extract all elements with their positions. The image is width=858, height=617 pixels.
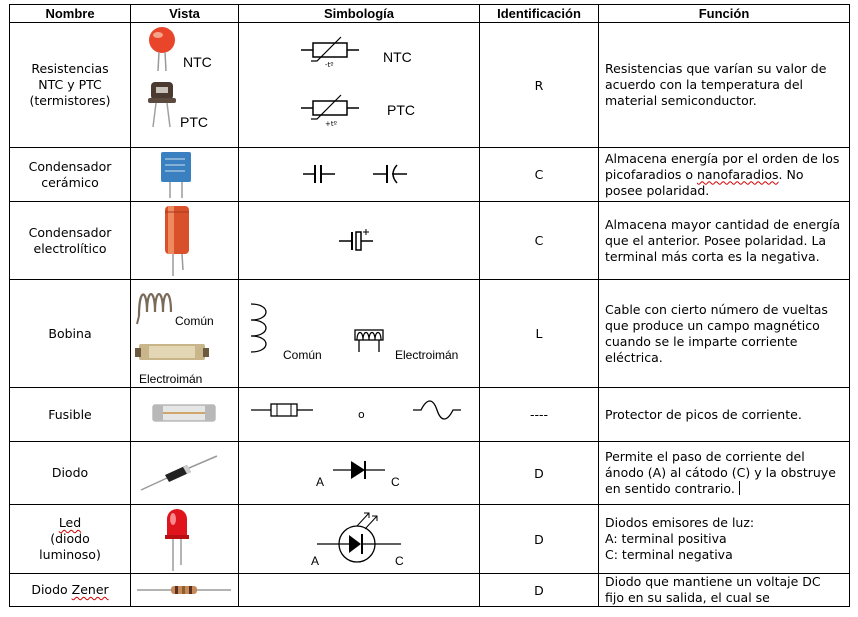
function-cell xyxy=(599,148,850,202)
electromagnet-symbol xyxy=(353,326,389,356)
coil-symbol xyxy=(247,300,287,364)
vista-cell xyxy=(131,505,239,574)
vista-label-electroiman: Electroimán xyxy=(139,372,203,386)
ptc-thermistor-image xyxy=(148,82,176,127)
name-cell xyxy=(10,148,131,202)
symbol-label-cathode: C xyxy=(395,554,404,568)
symbol-label-ptc: PTC xyxy=(387,102,415,118)
symbol-label-cathode: C xyxy=(391,475,400,489)
symbol-label-anode: A xyxy=(316,475,325,489)
header-row xyxy=(10,5,850,23)
name-cell xyxy=(10,388,131,442)
fuse-symbol-wave xyxy=(413,401,461,419)
function-cell: Cable con cierto número de vueltas que produce un campo magnético cuando se le imparte corriente eléctrica. xyxy=(599,280,850,388)
vista-cell xyxy=(131,148,239,202)
row-bobina xyxy=(10,280,850,388)
vista-cell xyxy=(131,388,239,442)
ident-cell: D xyxy=(480,505,599,574)
ntc-thermistor-image xyxy=(149,27,175,71)
ident-cell: D xyxy=(480,574,599,607)
electromagnet-image xyxy=(135,344,209,360)
vista-cell xyxy=(131,202,239,280)
led-photo xyxy=(163,507,191,573)
name-cell xyxy=(10,202,131,280)
components-table xyxy=(9,4,850,607)
header-identificacion: Identificación xyxy=(480,5,599,23)
symbol-label-anode: A xyxy=(311,554,320,568)
text-cursor xyxy=(739,481,741,495)
coil-image xyxy=(137,294,171,324)
fuse-photo xyxy=(151,402,217,424)
electrolytic-capacitor-photo xyxy=(161,204,195,278)
symbol-cell xyxy=(239,574,480,607)
row-termistores xyxy=(10,23,850,148)
name-line: (diodo xyxy=(50,531,90,546)
row-condensador-electrolitico xyxy=(10,202,850,280)
name-cell xyxy=(10,23,131,148)
name-line: luminoso) xyxy=(39,547,101,562)
function-text: . No posee polaridad. xyxy=(605,166,804,198)
row-diodo-zener xyxy=(10,574,850,607)
symbol-label-or: o xyxy=(358,408,365,421)
name-line: cerámico xyxy=(41,174,99,190)
name-text: Diodo xyxy=(31,582,72,597)
function-cell: Diodo que mantiene un voltaje DC fijo en su salida, el cual se xyxy=(599,574,850,607)
fuse-symbol-box xyxy=(251,404,313,416)
capacitor-symbol-straight xyxy=(303,165,335,183)
function-cell: Resistencias que varían su valor de acuerdo con la temperatura del material semiconductor. xyxy=(599,23,850,148)
capacitor-symbol-curved xyxy=(373,165,407,183)
name-line: Condensador xyxy=(28,158,112,174)
function-text-spellcheck: nanofaradios xyxy=(696,166,779,182)
vista-label-ntc: NTC xyxy=(183,54,212,70)
name-line: NTC y PTC xyxy=(38,77,102,92)
function-text: Permite el paso de corriente del ánodo (A) al cátodo (C) y la obstruye en sentido contrario. xyxy=(605,449,836,496)
ptc-symbol xyxy=(301,95,359,119)
header-nombre: Nombre xyxy=(10,5,131,23)
function-line: A: terminal positiva xyxy=(605,531,727,546)
vista-label-comun: Común xyxy=(175,314,214,328)
electrolytic-capacitor-symbol xyxy=(339,228,379,254)
row-fusible xyxy=(10,388,850,442)
function-line: Diodos emisores de luz: xyxy=(605,515,755,530)
function-cell: Protector de picos de corriente. xyxy=(599,388,850,442)
function-cell xyxy=(599,505,850,574)
zener-diode-photo xyxy=(137,584,231,596)
ident-cell: R xyxy=(480,23,599,148)
symbol-cell xyxy=(239,442,480,505)
name-cell xyxy=(10,574,131,607)
ceramic-capacitor-photo xyxy=(159,150,195,200)
function-text: Almacena energía por el orden de los picofaradios o xyxy=(605,150,840,182)
name-cell xyxy=(10,280,131,388)
name-line: Resistencias xyxy=(31,61,109,76)
symbol-cell xyxy=(239,202,480,280)
ptc-temperature-mark: +tº xyxy=(325,120,337,128)
name-line: electrolítico xyxy=(33,240,107,256)
symbol-cell xyxy=(239,505,480,574)
diode-photo xyxy=(139,452,219,494)
function-cell: Almacena mayor cantidad de energía que el anterior. Posee polaridad. La terminal más corta es la negativa. xyxy=(599,202,850,280)
ident-cell: C xyxy=(480,202,599,280)
function-line: C: terminal negativa xyxy=(605,547,733,562)
vista-cell xyxy=(131,574,239,607)
symbol-cell xyxy=(239,280,480,388)
vista-label-ptc: PTC xyxy=(180,114,208,130)
ident-cell: ---- xyxy=(480,388,599,442)
function-cell xyxy=(599,442,850,505)
ident-cell: L xyxy=(480,280,599,388)
name-line xyxy=(10,515,130,531)
vista-cell xyxy=(131,442,239,505)
ceramic-capacitor-symbols xyxy=(301,162,421,186)
vista-cell xyxy=(131,23,239,148)
ntc-temperature-mark: -tº xyxy=(325,61,334,69)
ident-cell: D xyxy=(480,442,599,505)
symbol-cell xyxy=(239,388,480,442)
name-cell xyxy=(10,505,131,574)
name-cell xyxy=(10,442,131,505)
name-line: Bobina xyxy=(48,325,92,341)
name-spellcheck: Zener xyxy=(71,582,109,597)
header-funcion: Función xyxy=(599,5,850,23)
name-line: Condensador xyxy=(28,224,112,240)
name-line: Diodo xyxy=(51,465,89,480)
row-condensador-ceramico xyxy=(10,148,850,202)
name-spellcheck: Led xyxy=(58,515,82,530)
symbol-cell xyxy=(239,148,480,202)
row-diodo xyxy=(10,442,850,505)
ntc-symbol xyxy=(301,37,359,61)
symbol-label-ntc: NTC xyxy=(383,49,412,65)
ident-cell: C xyxy=(480,148,599,202)
symbol-label-comun: Común xyxy=(283,348,322,362)
header-simbologia: Simbología xyxy=(239,5,480,23)
vista-cell xyxy=(131,280,239,388)
header-vista: Vista xyxy=(131,5,239,23)
symbol-label-electroiman: Electroimán xyxy=(395,348,459,362)
led-symbol xyxy=(317,507,407,569)
row-led xyxy=(10,505,850,574)
symbol-cell xyxy=(239,23,480,148)
name-line: (termistores) xyxy=(29,93,111,108)
diode-symbol xyxy=(333,458,387,482)
name-line: Fusible xyxy=(48,406,92,422)
